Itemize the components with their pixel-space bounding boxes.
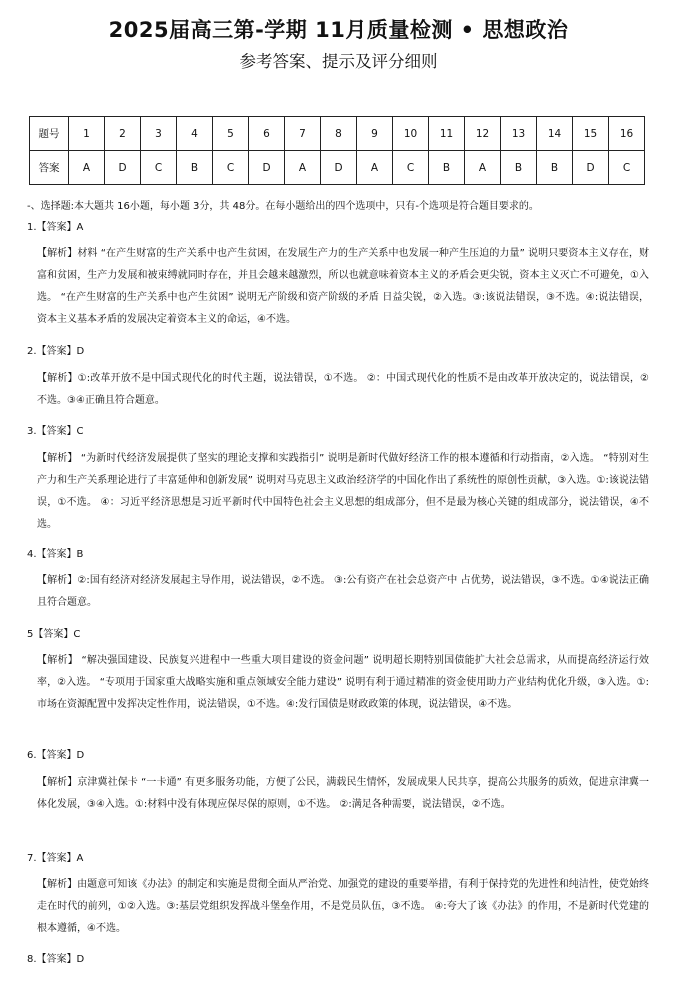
answer-line-6: 6.【答案】D <box>27 750 85 761</box>
analysis-5: 【解析】 “解决强国建设、民族复兴进程中一些重大项目建设的资金问题” 说明超长期特别国债能扩大社会总需求，从而提高经济运行效率，②入选。 “专项用于国家重大战略实施和重点领域安全能力建设” 说明有利于通过精准的资金使用助力产业结构优化升级，③入选。①:市场在资源配置中发挥决定性作用，说法错误，①不选。④:发行国债是财政政策的体现，说法错误，④不选。 <box>37 655 649 710</box>
question-number-row-cell: 12 <box>465 117 501 151</box>
answer-row-cell: B <box>501 151 537 185</box>
answer-row-cell: D <box>321 151 357 185</box>
question-number-row-cell: 14 <box>537 117 573 151</box>
question-number-row-cell: 13 <box>501 117 537 151</box>
answer-row-cell: A <box>285 151 321 185</box>
question-number-row-cell: 7 <box>285 117 321 151</box>
answer-row-cell: C <box>213 151 249 185</box>
page-subtitle: 参考答案、提示及评分细则 <box>239 52 438 71</box>
question-number-row-cell: 6 <box>249 117 285 151</box>
answer-line-1: 1.【答案】A <box>27 222 84 233</box>
answer-line-5: 5【答案】C <box>27 629 81 640</box>
answer-line-2: 2.【答案】D <box>27 346 85 357</box>
question-number-row-cell: 11 <box>429 117 465 151</box>
question-number-row-label: 题号 <box>30 117 69 151</box>
answer-row-cell: A <box>69 151 105 185</box>
answer-row-cell: A <box>465 151 501 185</box>
question-number-row-cell: 4 <box>177 117 213 151</box>
question-number-row-cell: 3 <box>141 117 177 151</box>
answer-row-cell: C <box>393 151 429 185</box>
answer-row-cell: B <box>537 151 573 185</box>
question-number-row-cell: 10 <box>393 117 429 151</box>
answer-row-cell: C <box>609 151 645 185</box>
analysis-6: 【解析】京津冀社保卡 “一卡通” 有更多服务功能，方便了公民，满载民生情怀，发展成果人民共享，提高公共服务的质效，促进京津冀一体化发展，③④入选。①:材料中没有体现应保尽保的原则，①不选。 ②:满足各种需要，说法错误，②不选。 <box>37 777 649 810</box>
analysis-2: 【解析】①:改革开放不是中国式现代化的时代主题，说法错误，①不选。 ②：中国式现代化的性质不是由改革开放决定的，说法错误，②不选。③④正确且符合题意。 <box>37 373 649 406</box>
answer-row-cell: D <box>105 151 141 185</box>
answer-line-4: 4.【答案】B <box>27 549 84 560</box>
answer-line-3: 3.【答案】C <box>27 426 84 437</box>
answer-line-8: 8.【答案】D <box>27 954 85 965</box>
answer-line-7: 7.【答案】A <box>27 853 84 864</box>
answer-row-cell: B <box>177 151 213 185</box>
answer-row-cell: D <box>249 151 285 185</box>
page-title: 2025届高三第-学期 11月质量检测 • 思想政治 <box>108 18 569 42</box>
question-number-row <box>30 117 645 151</box>
question-number-row-cell: 9 <box>357 117 393 151</box>
answer-row-cell: D <box>573 151 609 185</box>
answer-table <box>29 116 645 185</box>
question-number-row-cell: 8 <box>321 117 357 151</box>
analysis-1: 【解析】材料 “在产生财富的生产关系中也产生贫困，在发展生产力的生产关系中也发展一种产生压迫的力量” 说明只要资本主义存在，财富和贫困，生产力发展和被束缚就同时存在，并且会越来越激烈，所以也就意味着资本主义的矛盾会更尖锐，资本主义灭亡不可避免，①入选。 “在产生财富的生产关系中也产生贫困” 说明无产阶级和资产阶级的矛盾 日益尖锐，②入选。③:该说法错误，③不选。④:说法错误，资本主义基本矛盾的发展决定着资本主义的命运，④不选。 <box>37 248 649 325</box>
question-number-row-cell: 16 <box>609 117 645 151</box>
analysis-7: 【解析】由题意可知该《办法》的制定和实施是贯彻全面从严治党、加强党的建设的重要举措，有利于保持党的先进性和纯洁性，使党始终走在时代的前列，①②入选。③:基层党组织发挥战斗堡垒作用，不是党员队伍，③不选。 ④:夸大了该《办法》的作用，不是新时代党建的根本遵循，④不选。 <box>37 879 649 934</box>
answer-row-label: 答案 <box>30 151 69 185</box>
analysis-3: 【解析】 “为新时代经济发展提供了坚实的理论支撑和实践指引” 说明是新时代做好经济工作的根本遵循和行动指南，②入选。 “特别对生产力和生产关系理论进行了丰富延伸和创新发展” 说明对马克思主义政治经济学的中国化作出了系统性的原创性贡献，③入选。①:该说法错误，①不选。 ④：习近平经济思想是习近平新时代中国特色社会主义思想的组成部分，但不是最为核心关键的组成部分，说法错误，④不选。 <box>37 453 649 530</box>
answer-row <box>30 151 645 185</box>
answer-row-cell: A <box>357 151 393 185</box>
section-intro: -、选择题:本大题共 16小题，每小题 3分，共 48分。在每小题给出的四个选项中，只有-个选项是符合题目要求的。 <box>27 201 539 212</box>
question-number-row-cell: 15 <box>573 117 609 151</box>
question-number-row-cell: 2 <box>105 117 141 151</box>
question-number-row-cell: 5 <box>213 117 249 151</box>
answer-row-cell: B <box>429 151 465 185</box>
analysis-4: 【解析】②:国有经济对经济发展起主导作用，说法错误，②不选。 ③:公有资产在社会总资产中 占优势，说法错误，③不选。①④说法正确且符合题意。 <box>37 575 649 608</box>
question-number-row-cell: 1 <box>69 117 105 151</box>
answer-row-cell: C <box>141 151 177 185</box>
